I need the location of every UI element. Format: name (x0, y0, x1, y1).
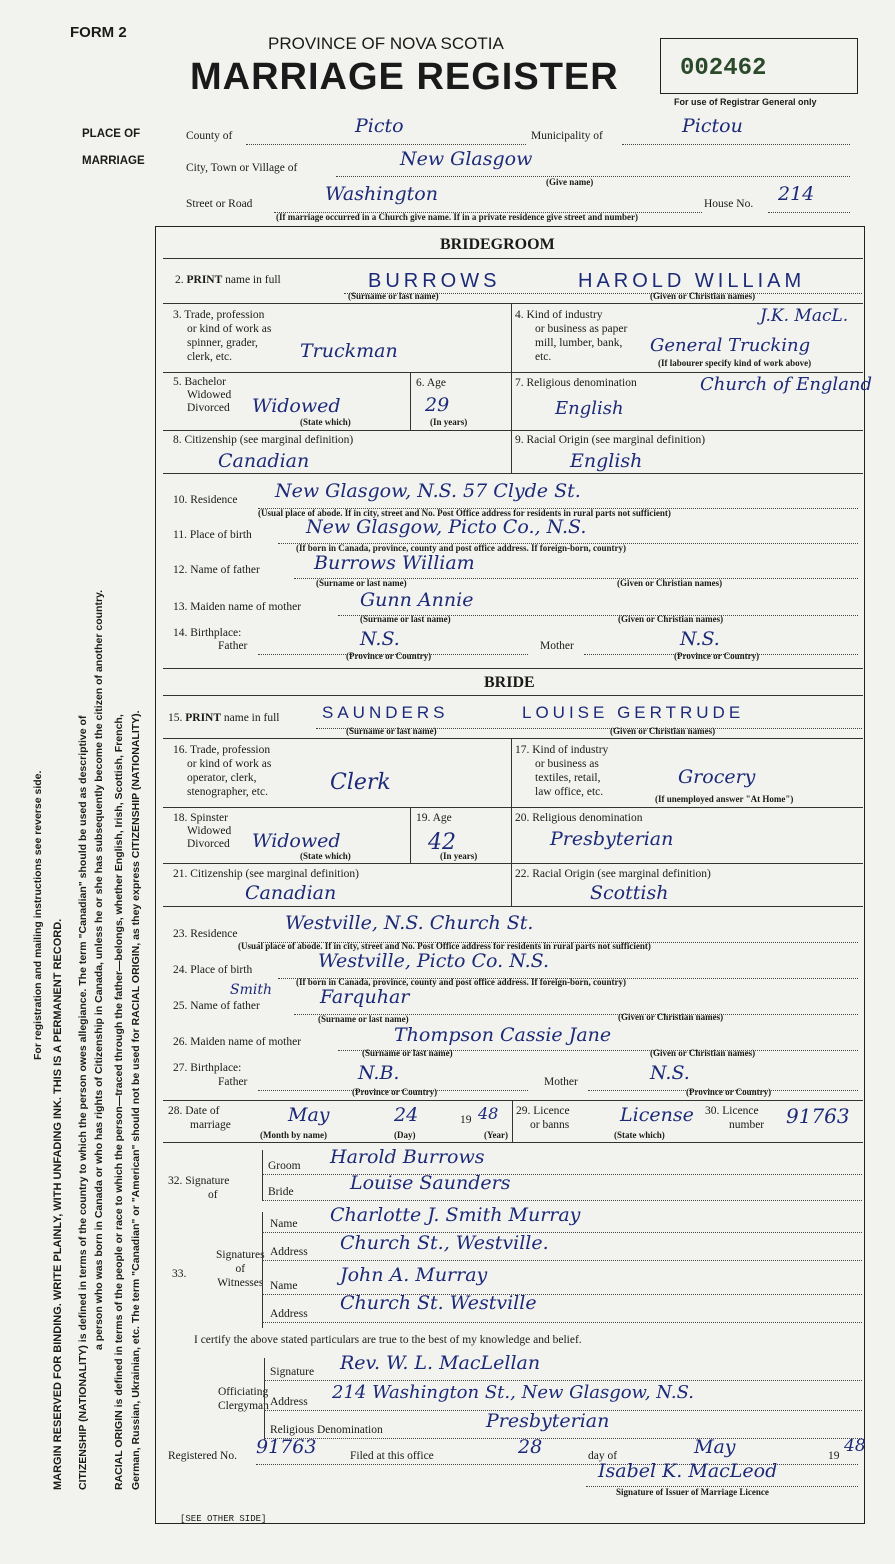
groom-father-birthplace: N.S. (360, 628, 400, 650)
witnesses-label: Signatures of Witnesses (216, 1249, 265, 1289)
groom-name-label: 2. PRINT name in full (175, 274, 281, 286)
bride-status-label: 18. Spinster Widowed Divorced (173, 812, 232, 850)
groom-racial: English (570, 450, 643, 472)
register-title: MARRIAGE REGISTER (190, 56, 619, 98)
issuer-signature: Isabel K. MacLeod (598, 1460, 778, 1482)
bride-racial: Scottish (590, 882, 669, 904)
witness2-name: John A. Murray (340, 1264, 488, 1286)
bride-sig-label: Bride (268, 1186, 294, 1198)
clergy-address-label: Address (270, 1396, 308, 1408)
groom-mother-bp-note: (Province or Country) (674, 651, 760, 661)
officiating-label: Officiating Clergyman (218, 1386, 269, 1412)
bride-header: BRIDE (484, 674, 535, 691)
clergy-address: 214 Washington St., New Glasgow, N.S. (332, 1382, 695, 1403)
street-value: Washington (325, 183, 438, 205)
bride-birthplace-note: (If born in Canada, province, county and post office address. If foreign-born, country) (296, 977, 627, 987)
groom-in-years: (In years) (430, 417, 468, 427)
licence-number: 91763 (786, 1104, 850, 1128)
bride-residence-note: (Usual place of abode. If in city, street and No. Post Office address for residents in rural parts not sufficient) (238, 941, 651, 951)
bride-residence: Westville, N.S. Church St. (285, 912, 534, 934)
margin-citizenship-1: CITIZENSHIP (NATIONALITY) is defined in terms of the country to which the person owes allegiance. The term "Canadian" should be used as descriptive of (77, 715, 89, 1490)
clergy-signature-label: Signature (270, 1366, 315, 1378)
groom-mother-given-note: (Given or Christian names) (618, 614, 724, 624)
margin-racial-1: RACIAL ORIGIN is defined in terms of the people or race to which the person—traced through the father—belongs, whether English, Irish, Scottish, French, (113, 714, 125, 1490)
filed-year: 48 (844, 1436, 866, 1456)
bride-in-years: (In years) (440, 851, 478, 861)
groom-racial-label: 9. Racial Origin (see marginal definition) (515, 434, 706, 446)
groom-citizenship-label: 8. Citizenship (see marginal definition) (173, 434, 354, 446)
bride-father-extra: Smith (230, 982, 272, 998)
groom-mother-label: 13. Maiden name of mother (173, 601, 302, 613)
bride-mother: Thompson Cassie Jane (394, 1024, 612, 1046)
day-note: (Day) (394, 1130, 416, 1140)
bride-age: 42 (428, 830, 456, 855)
marriage-label: MARRIAGE (82, 155, 145, 167)
bride-name-label: 15. PRINT name in full (168, 712, 280, 724)
bride-father-bp-note: (Province or Country) (352, 1087, 438, 1097)
groom-age-label: 6. Age (416, 377, 447, 389)
see-other-side: [SEE OTHER SIDE] (180, 1514, 267, 1524)
bride-religion: Presbyterian (550, 828, 674, 850)
bride-citizenship: Canadian (245, 882, 337, 904)
bride-industry-note: (If unemployed answer "At Home") (655, 794, 794, 804)
groom-mother: Gunn Annie (360, 589, 474, 611)
year-note: (Year) (484, 1130, 508, 1140)
give-name-note: (Give name) (546, 177, 594, 187)
bride-birthplace-label: 24. Place of birth (173, 964, 253, 976)
witness2-address: Church St. Westville (340, 1292, 537, 1314)
municipality-label: Municipality of (531, 130, 603, 142)
groom-mother-birthplace: N.S. (680, 628, 720, 650)
filed-year-prefix: 19 (828, 1450, 840, 1462)
clergy-denomination: Presbyterian (486, 1410, 610, 1432)
bride-given-note: (Given or Christian names) (610, 726, 716, 736)
witnesses-number: 33. (172, 1268, 187, 1280)
register-number: 002462 (680, 55, 767, 82)
marriage-year: 48 (478, 1104, 499, 1123)
groom-birthplace-label: 11. Place of birth (173, 529, 252, 541)
bride-state-which: (State which) (300, 851, 351, 861)
issuer-label: Signature of Issuer of Marriage Licence (616, 1487, 769, 1497)
bride-racial-label: 22. Racial Origin (see marginal definition) (515, 868, 711, 880)
street-note: (If marriage occurred in a Church give name. If in a private residence give street and number) (276, 212, 639, 222)
groom-status-label: 5. Bachelor Widowed Divorced (173, 376, 232, 414)
bride-father-bp-label: Father (218, 1076, 248, 1088)
groom-religion-extra: English (555, 398, 624, 419)
groom-birthplace-note: (If born in Canada, province, county and post office address. If foreign-born, country) (296, 543, 627, 553)
groom-trade-label: 3. Trade, profession or kind of work as spinner, grader, clerk, etc. (173, 309, 272, 363)
groom-religion: Church of England (700, 374, 873, 395)
groom-industry: General Trucking (650, 335, 811, 356)
licence-type: License (620, 1104, 694, 1126)
groom-parents-birthplace-label: 14. Birthplace: (173, 627, 242, 639)
municipality-value: Pictou (682, 115, 743, 137)
margin-citizenship-2: a person who was born in Canada or who has rights of Citizenship in Canada, unless he or she has subsequently become the citizen of another country. (93, 589, 105, 1350)
bride-industry: Grocery (678, 766, 756, 788)
bride-citizenship-label: 21. Citizenship (see marginal definition) (173, 868, 359, 880)
groom-trade: Truckman (300, 340, 398, 362)
groom-father: Burrows William (314, 552, 475, 574)
witness1-name-label: Name (270, 1218, 298, 1230)
filed-day: 28 (518, 1436, 543, 1458)
date-label: 28. Date of marriage (168, 1105, 231, 1131)
bride-surname: SAUNDERS (322, 703, 449, 722)
groom-age: 29 (425, 394, 450, 416)
street-label: Street or Road (186, 198, 253, 210)
clergy-denomination-label: Religious Denomination (270, 1424, 383, 1436)
form-number: FORM 2 (70, 24, 127, 41)
groom-given: HAROLD WILLIAM (578, 270, 806, 292)
bride-father-surname-note: (Surname or last name) (318, 1014, 409, 1024)
bride-mother-surname-note: (Surname or last name) (362, 1048, 453, 1058)
groom-industry-extra: J.K. MacL. (760, 306, 849, 326)
margin-binding-note: MARGIN RESERVED FOR BINDING. WRITE PLAINLY, WITH UNFADING INK. THIS IS A PERMANENT RECORD. (52, 918, 64, 1490)
groom-religion-label: 7. Religious denomination (515, 377, 637, 389)
groom-given-note: (Given or Christian names) (650, 291, 756, 301)
registered-number: 91763 (256, 1436, 317, 1458)
margin-racial-2: German, Russian, Ukrainian, etc. The term "Canadian" or "American" should not be used for RACIAL ORIGIN, as they express CITIZENSHIP (NATIONALITY). (130, 710, 142, 1490)
groom-father-surname-note: (Surname or last name) (316, 578, 407, 588)
certify-statement: I certify the above stated particulars are true to the best of my knowledge and belief. (194, 1334, 582, 1346)
bride-mother-given-note: (Given or Christian names) (650, 1048, 756, 1058)
witness1-name: Charlotte J. Smith Murray (330, 1204, 581, 1226)
bride-father: Farquhar (320, 986, 410, 1008)
groom-residence-label: 10. Residence (173, 494, 238, 506)
bride-industry-label: 17. Kind of industry or business as textiles, retail, law office, etc. (515, 744, 609, 798)
witness1-address: Church St., Westville. (340, 1232, 549, 1254)
licence-type-label: 29. Licence or banns (516, 1105, 570, 1131)
bride-birthplace: Westville, Picto Co. N.S. (318, 950, 550, 972)
marriage-month: May (288, 1104, 330, 1126)
marriage-day: 24 (394, 1104, 419, 1126)
day-of-label: day of (588, 1450, 618, 1462)
groom-state-which: (State which) (300, 417, 351, 427)
witness2-name-label: Name (270, 1280, 298, 1292)
bride-trade: Clerk (330, 770, 391, 795)
signature-label: 32. Signature of (168, 1175, 230, 1201)
filed-month: May (694, 1436, 736, 1458)
bride-religion-label: 20. Religious denomination (515, 812, 643, 824)
groom-industry-label: 4. Kind of industry or business as paper mill, lumber, bank, etc. (515, 309, 628, 363)
clergy-signature: Rev. W. L. MacLellan (340, 1352, 541, 1374)
margin-instructions: For registration and mailing instructions see reverse side. (32, 770, 44, 1060)
groom-birthplace: New Glasgow, Picto Co., N.S. (306, 516, 587, 538)
marriage-year-prefix: 19 (460, 1114, 472, 1126)
bride-mother-label: 26. Maiden name of mother (173, 1036, 302, 1048)
groom-industry-note: (If labourer specify kind of work above) (658, 358, 812, 368)
province-title: PROVINCE OF NOVA SCOTIA (268, 34, 504, 53)
witness2-address-label: Address (270, 1308, 308, 1320)
house-label: House No. (704, 198, 754, 210)
groom-father-bp-note: (Province or Country) (346, 651, 432, 661)
groom-surname: BURROWS (368, 270, 501, 292)
registered-label: Registered No. (168, 1450, 237, 1462)
bride-status: Widowed (252, 830, 341, 852)
bride-father-birthplace: N.B. (358, 1062, 400, 1084)
house-value: 214 (778, 183, 815, 205)
county-label: County of (186, 130, 233, 142)
bride-father-given-note: (Given or Christian names) (618, 1012, 724, 1022)
bride-signature: Louise Saunders (350, 1172, 511, 1194)
groom-signature: Harold Burrows (330, 1146, 485, 1168)
groom-residence-note: (Usual place of abode. If in city, street and No. Post Office address for residents in rural parts not sufficient) (258, 508, 671, 518)
licence-number-label: 30. Licence number (705, 1105, 765, 1131)
place-of-label: PLACE OF (82, 128, 141, 140)
groom-sig-label: Groom (268, 1160, 301, 1172)
city-value: New Glasgow (400, 148, 533, 170)
groom-status: Widowed (252, 395, 341, 417)
bride-residence-label: 23. Residence (173, 928, 238, 940)
bride-mother-birthplace: N.S. (650, 1062, 690, 1084)
bride-age-label: 19. Age (416, 812, 452, 824)
bride-given: LOUISE GERTRUDE (522, 703, 745, 722)
groom-mother-surname-note: (Surname or last name) (360, 614, 451, 624)
bride-mother-bp-label: Mother (544, 1076, 578, 1088)
city-label: City, Town or Village of (186, 162, 298, 174)
bride-mother-bp-note: (Province or Country) (686, 1087, 772, 1097)
county-value: Picto (355, 115, 404, 137)
groom-father-given-note: (Given or Christian names) (617, 578, 723, 588)
groom-father-bp-label: Father (218, 640, 248, 652)
groom-residence: New Glasgow, N.S. 57 Clyde St. (275, 480, 581, 502)
bride-surname-note: (Surname or last name) (346, 726, 437, 736)
licence-state-which: (State which) (614, 1130, 665, 1140)
witness1-address-label: Address (270, 1246, 308, 1258)
groom-citizenship: Canadian (218, 450, 310, 472)
bride-father-label: 25. Name of father (173, 1000, 260, 1012)
bride-parents-birthplace-label: 27. Birthplace: (173, 1062, 242, 1074)
groom-father-label: 12. Name of father (173, 564, 260, 576)
bride-trade-label: 16. Trade, profession or kind of work as operator, clerk, stenographer, etc. (173, 744, 272, 798)
groom-mother-bp-label: Mother (540, 640, 574, 652)
filed-label: Filed at this office (350, 1450, 434, 1462)
registrar-note: For use of Registrar General only (674, 97, 817, 107)
month-note: (Month by name) (260, 1130, 327, 1140)
bridegroom-header: BRIDEGROOM (440, 236, 555, 253)
groom-surname-note: (Surname or last name) (348, 291, 439, 301)
